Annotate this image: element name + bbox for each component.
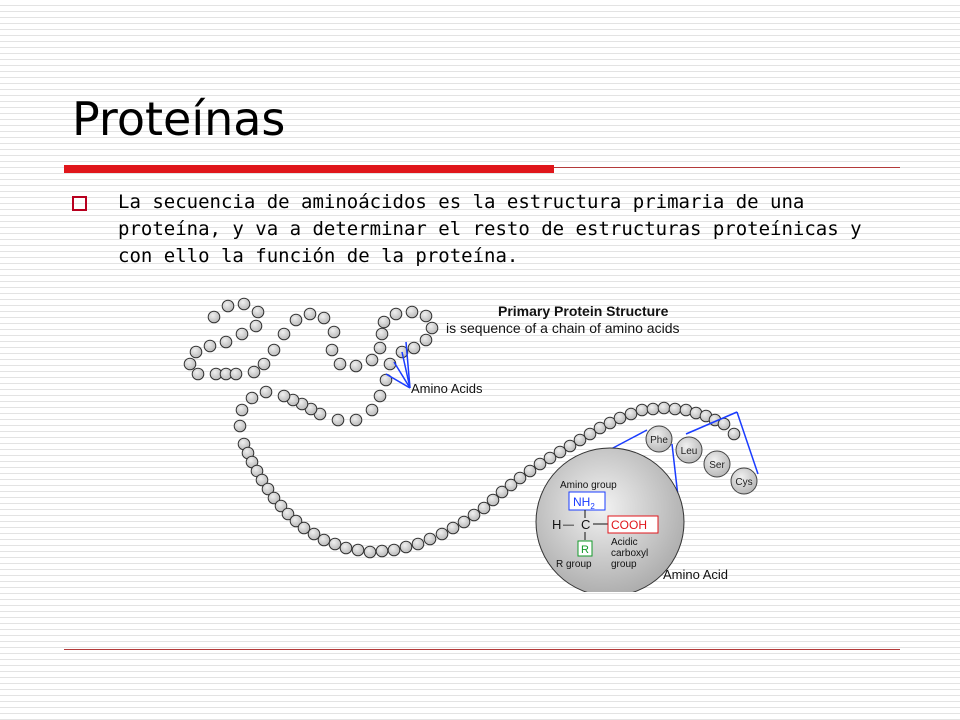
c-atom-label: C bbox=[581, 517, 591, 532]
title-underline-rule bbox=[554, 167, 900, 168]
chain-bead bbox=[268, 344, 280, 356]
chain-bead bbox=[458, 516, 470, 528]
chain-bead bbox=[328, 326, 340, 338]
chain-bead bbox=[350, 360, 362, 372]
residue-label-cys: Cys bbox=[735, 477, 753, 488]
amino-acid-label: Amino Acid bbox=[663, 567, 729, 582]
chain-bead bbox=[230, 368, 242, 380]
h-atom-label: H bbox=[552, 517, 562, 532]
chain-bead bbox=[468, 509, 480, 521]
figure-heading: Primary Protein Structure bbox=[498, 303, 669, 319]
group-label: group bbox=[611, 559, 637, 570]
chain-bead bbox=[340, 542, 352, 554]
chain-bead bbox=[374, 390, 386, 402]
chain-bead bbox=[366, 354, 378, 366]
chain-bead bbox=[222, 300, 234, 312]
chain-bead bbox=[332, 414, 344, 426]
chain-bead bbox=[318, 312, 330, 324]
chain-bead bbox=[366, 404, 378, 416]
chain-bead bbox=[412, 538, 424, 550]
chain-bead bbox=[252, 306, 264, 318]
chain-bead bbox=[378, 316, 390, 328]
chain-bead bbox=[390, 308, 402, 320]
chain-bead bbox=[514, 472, 526, 484]
chain-bead bbox=[384, 358, 396, 370]
footer-rule bbox=[64, 649, 900, 650]
chain-bead bbox=[260, 386, 272, 398]
chain-bead bbox=[190, 346, 202, 358]
chain-bead bbox=[420, 334, 432, 346]
chain-bead bbox=[334, 358, 346, 370]
nh2-label: $NH_2$ bbox=[573, 495, 595, 511]
chain-bead bbox=[478, 502, 490, 514]
residue-label-ser: Ser bbox=[709, 460, 725, 471]
chain-bead bbox=[220, 336, 232, 348]
bullet-square-icon bbox=[72, 196, 87, 211]
r-label: R bbox=[581, 544, 589, 556]
chain-bead bbox=[400, 541, 412, 553]
amino-group-label: Amino group bbox=[560, 480, 617, 491]
chain-bead bbox=[236, 404, 248, 416]
title-underline-accent bbox=[64, 165, 554, 173]
cooh-label: COOH bbox=[611, 518, 647, 532]
chain-bead bbox=[728, 428, 740, 440]
chain-bead bbox=[487, 494, 499, 506]
chain-bead bbox=[250, 320, 262, 332]
bullet-text: La secuencia de aminoácidos es la estructura primaria de una proteína, y va a determinar el resto de estructuras proteínicas y con ello la función de la proteína. bbox=[118, 191, 862, 267]
chain-bead bbox=[408, 342, 420, 354]
chain-bead bbox=[424, 533, 436, 545]
chain-bead bbox=[376, 545, 388, 557]
chain-bead bbox=[238, 298, 250, 310]
chain-bead bbox=[184, 358, 196, 370]
chain-bead bbox=[329, 538, 341, 550]
chain-bead bbox=[426, 322, 438, 334]
residue-label-phe: Phe bbox=[650, 435, 668, 446]
chain-bead bbox=[436, 528, 448, 540]
chain-bead bbox=[236, 328, 248, 340]
chain-bead bbox=[192, 368, 204, 380]
chain-bead bbox=[318, 534, 330, 546]
chain-bead bbox=[614, 412, 626, 424]
acidic-label: Acidic bbox=[611, 537, 638, 548]
chain-bead bbox=[248, 366, 260, 378]
r-group-label: R group bbox=[556, 559, 592, 570]
carboxyl-label: carboxyl bbox=[611, 548, 649, 559]
chain-bead bbox=[234, 420, 246, 432]
chain-bead bbox=[636, 404, 648, 416]
chain-bead bbox=[204, 340, 216, 352]
chain-bead bbox=[625, 408, 637, 420]
residue-label-leu: Leu bbox=[680, 446, 698, 457]
chain-bead bbox=[258, 358, 270, 370]
chain-bead bbox=[278, 390, 290, 402]
chain-bead bbox=[208, 311, 220, 323]
chain-bead bbox=[388, 544, 400, 556]
slide-title: Proteínas bbox=[72, 92, 286, 146]
protein-structure-diagram bbox=[180, 292, 780, 592]
chain-bead bbox=[647, 403, 659, 415]
chain-bead bbox=[447, 522, 459, 534]
chain-bead bbox=[246, 392, 258, 404]
figure-subheading: is sequence of a chain of amino acids bbox=[446, 320, 680, 336]
chain-bead bbox=[350, 414, 362, 426]
chain-bead bbox=[376, 328, 388, 340]
chain-bead bbox=[406, 306, 418, 318]
bond-dash-label: — bbox=[563, 519, 574, 531]
chain-bead bbox=[374, 342, 386, 354]
chain-bead bbox=[658, 402, 670, 414]
chain-bead bbox=[524, 465, 536, 477]
chain-bead bbox=[304, 308, 316, 320]
amino-acids-label: Amino Acids bbox=[411, 381, 483, 396]
chain-bead bbox=[326, 344, 338, 356]
chain-bead bbox=[290, 314, 302, 326]
chain-bead bbox=[364, 546, 376, 558]
chain-bead bbox=[278, 328, 290, 340]
chain-bead bbox=[669, 403, 681, 415]
chain-bead bbox=[352, 544, 364, 556]
chain-bead bbox=[420, 310, 432, 322]
